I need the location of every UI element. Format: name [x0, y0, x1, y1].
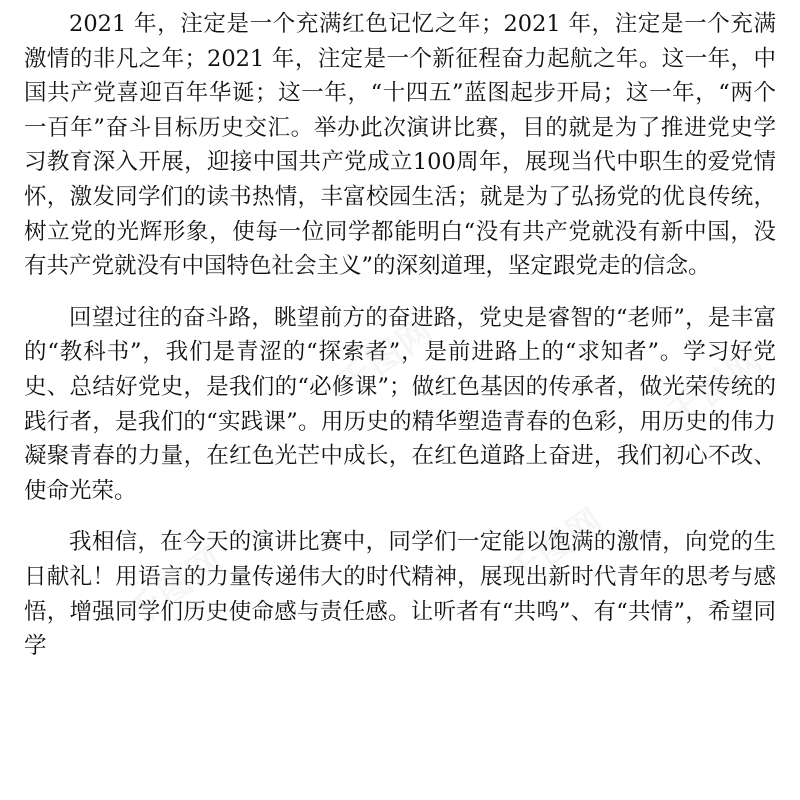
document-body: [24, 7, 776, 664]
paragraph-2: 回望过往的奋斗路，眺望前方的奋进路，党史是睿智的“老师”，是丰富的“教科书”，我们是青涩的“探索者”，是前进路上的“求知者”。学习好党史、总结好党史，是我们的“必修课”；做红色基因的传承者，做光荣传统的践行者，是我们的“实践课”。用历史的精华塑造青春的色彩，用历史的伟力凝聚青春的力量，在红色光芒中成长，在红色道路上奋进，我们初心不改、使命光荣。: [24, 304, 776, 504]
paragraph-3: 我相信，在今天的演讲比赛中，同学们一定能以饱满的激情，向党的生日献礼！用语言的力量传递伟大的时代精神，展现出新时代青年的思考与感悟，增强同学们历史使命感与责任感。让听者有“共鸣”、有“共情”，希望同学: [24, 529, 776, 660]
watermark: 千图网: [330, 310, 442, 405]
paragraph-1: 2021 年，注定是一个充满红色记忆之年；2021 年，注定是一个充满激情的非凡之年；2021 年，注定是一个新征程奋力起航之年。这一年，中国共产党喜迎百年华诞；这一年，“十四五”蓝图起步开局；这一年，“两个一百年”奋斗目标历史交汇。举办此次演讲比赛，目的就是为了推进党史学习教育深入开展，迎接中国共产党成立100周年，展现当代中职生的爱党情怀，激发同学们的读书热情，丰富校园生活；就是为了弘扬党的优良传统，树立党的光辉形象，使每一位同学都能明白“没有共产党就没有新中国，没有共产党就没有中国特色社会主义”的深刻道理，坚定跟党走的信念。: [24, 11, 776, 280]
watermark: 千图网: [500, 500, 612, 595]
watermark: 千图网: [660, 340, 772, 435]
watermark: 千图网: [120, 540, 232, 635]
